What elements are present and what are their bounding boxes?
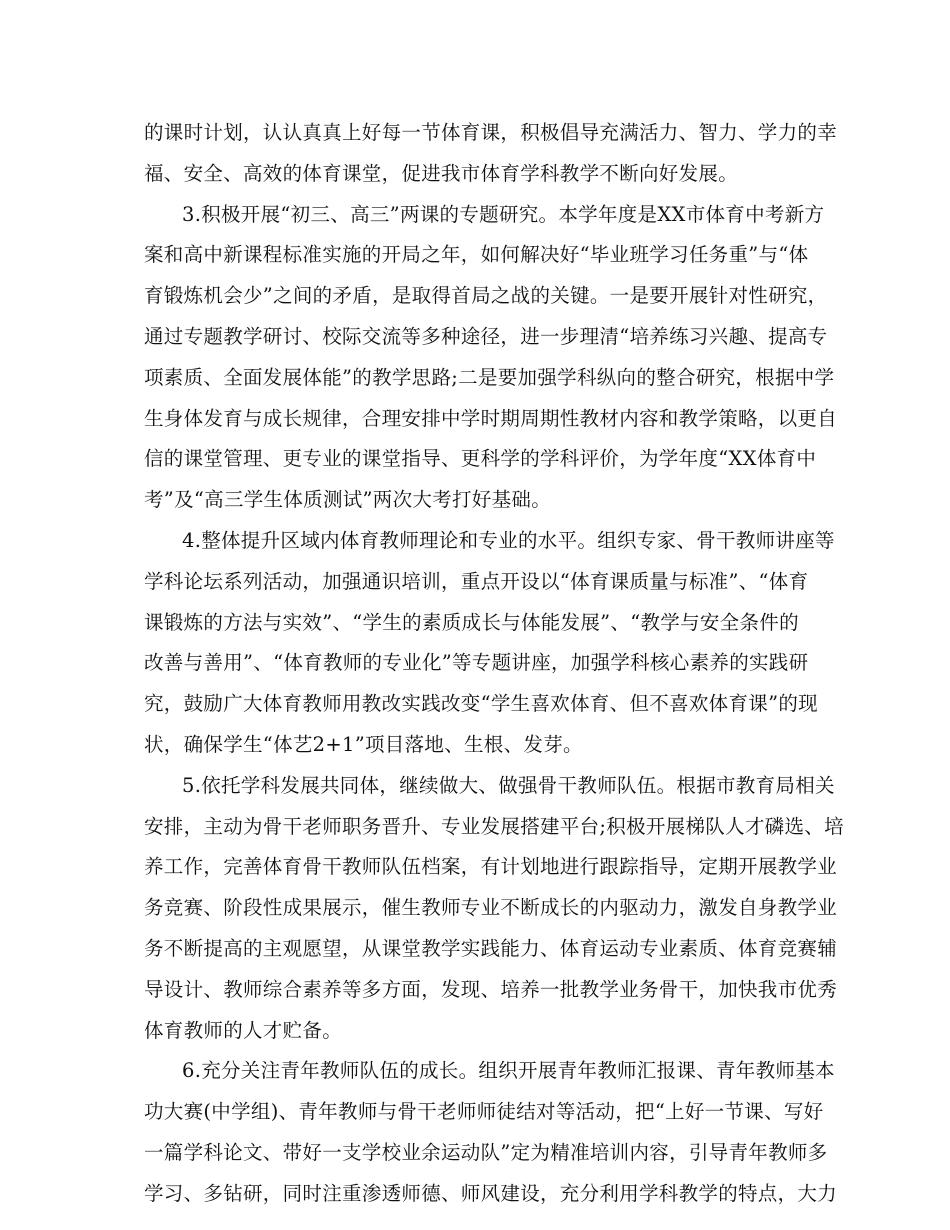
text-line: 学习、多钻研，同时注重渗透师德、师风建设，充分利用学科教学的特点，大力 bbox=[144, 1181, 838, 1205]
text-line: 功大赛(中学组)、青年教师与骨干老师师徒结对等活动，把“上好一节课、写好 bbox=[144, 1100, 824, 1124]
text-line: 一篇学科论文、带好一支学校业余运动队”定为精准培训内容，引导青年教师多 bbox=[144, 1140, 828, 1164]
text-line: 安排，主动为骨干老师职务晋升、专业发展搭建平台;积极开展梯队人才磷选、培 bbox=[144, 814, 844, 838]
text-line: 项素质、全面发展体能”的教学思路;二是要加强学科纵向的整合研究，根据中学 bbox=[144, 365, 835, 389]
text-line: 的课时计划，认认真真上好每一节体育课，积极倡导充满活力、智力、学力的幸 bbox=[144, 121, 838, 144]
text-line: 福、安全、高效的体育课堂，促进我市体育学科教学不断向好发展。 bbox=[144, 161, 739, 185]
text-line: 养工作，完善体育骨干教师队伍档案，有计划地进行跟踪指导，定期开展教学业 bbox=[144, 855, 838, 879]
text-line: 状，确保学生“体艺2+1”项目落地、生根、发芽。 bbox=[144, 732, 583, 756]
text-line: 导设计、教师综合素养等多方面，发现、培养一批教学业务骨干，加快我市优秀 bbox=[144, 977, 838, 1001]
text-line: 务不断提高的主观愿望，从课堂教学实践能力、体育运动专业素质、体育竞赛辅 bbox=[144, 936, 838, 960]
text-line: 体育教师的人才贮备。 bbox=[144, 1018, 343, 1042]
document-body bbox=[144, 113, 844, 1215]
paragraph-first-line: 5.依托学科发展共同体，继续做大、做强骨干教师队伍。根据市教育局相关 bbox=[182, 773, 835, 797]
text-line: 信的课堂管理、更专业的课堂指导、更科学的学科评价，为学年度“XX体育中 bbox=[144, 447, 817, 471]
text-line: 学科论坛系列活动，加强通识培训，重点开设以“体育课质量与标准”、“体育 bbox=[144, 569, 809, 593]
paragraph-first-line: 4.整体提升区域内体育教师理论和专业的水平。组织专家、骨干教师讲座等 bbox=[182, 528, 835, 552]
text-line: 生身体发育与成长规律，合理安排中学时期周期性教材内容和教学策略，以更自 bbox=[144, 406, 838, 430]
text-line: 通过专题教学研讨、校际交流等多种途径，进一步理清“培养练习兴趣、提高专 bbox=[144, 324, 828, 348]
text-line: 务竞赛、阶段性成果展示，催生教师专业不断成长的内驱动力，激发自身教学业 bbox=[144, 896, 838, 920]
text-line: 案和高中新课程标准实施的开局之年，如何解决好“毕业班学习任务重”与“体 bbox=[144, 243, 809, 267]
text-line: 究，鼓励广大体育教师用教改实践改变“学生喜欢体育、但不喜欢体育课”的现 bbox=[144, 692, 818, 716]
text-line: 改善与善用”、“体育教师的专业化”等专题讲座，加强学科核心素养的实践研 bbox=[144, 651, 809, 675]
text-line: 考”及“高三学生体质测试”两次大考打好基础。 bbox=[144, 488, 552, 512]
text-line: 育锻炼机会少”之间的矛盾，是取得首局之战的关键。一是要开展针对性研究， bbox=[144, 284, 828, 308]
text-line: 课锻炼的方法与实效”、“学生的素质成长与体能发展”、“教学与安全条件的 bbox=[144, 610, 799, 634]
paragraph-first-line: 6.充分关注青年教师队伍的成长。组织开展青年教师汇报课、青年教师基本 bbox=[182, 1059, 835, 1083]
paragraph-first-line: 3.积极开展“初三、高三”两课的专题研究。本学年度是XX市体育中考新方 bbox=[182, 202, 825, 226]
